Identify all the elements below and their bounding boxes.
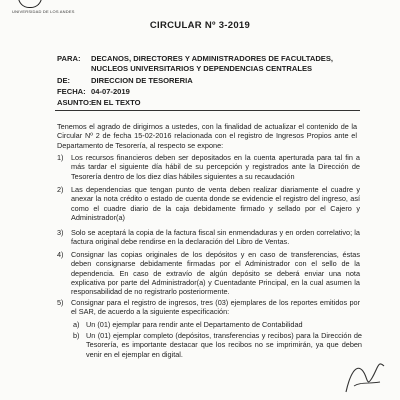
list-item-text: Consignar las copias originales de los depósitos y en caso de transferencias, éstas deben consignarse debidamente firmadas por el Administrador con el sello de la dependencia. En caso de extravío de algún depósito se deberá enviar una nota explicativa por parte del Administrador(a) y Cuentadante Principal, en la cual asumen la responsabilidad de no registrarlo posteriormente.	[71, 250, 360, 297]
list-item-text: Solo se aceptará la copia de la factura fiscal sin enmendaduras y en orden correlativo; la factura original debe rendirse en la declaración del Libro de Ventas.	[71, 228, 360, 247]
list-item-number: 5)	[57, 298, 64, 307]
sub-list-item-text: Un (01) ejemplar completo (depósitos, transferencias y recibos) para la Dirección de Tesorería, es importante destacar que los recibos no se imprimirán, ya que deben venir en el ejemplar en digital.	[86, 331, 362, 359]
document-title: CIRCULAR Nº 3-2019	[149, 20, 251, 31]
logo-text: UNIVERSIDAD DE LOS ANDES	[12, 9, 75, 14]
list-item-text: Consignar para el registro de ingresos, tres (03) ejemplares de los reportes emitidos por el SAR, de acuerdo a la siguiente especificación:	[71, 298, 360, 317]
intro-paragraph: Tenemos el agrado de dirigirnos a ustedes, con la finalidad de actualizar el contenido de la Circular Nº 2 de fecha 15-02-2016 relacionada con el registro de Ingresos Propios ante el Departamento de Tesorería, al respecto se expone:	[57, 122, 357, 150]
asunto-label: ASUNTO:	[57, 98, 92, 107]
logo-arch-icon	[18, 0, 42, 8]
asunto-value: EN EL TEXTO	[91, 98, 141, 107]
list-item-number: 2)	[57, 185, 64, 194]
list-item-text: Las dependencias que tengan punto de venta deben realizar diariamente el cuadre y anexar la nota crédito o estado de cuenta donde se evidencie el registro del ingreso, así como el cuadre diario de la caja debidamente firmado y sellado por el Cajero y Administrador(a)	[71, 185, 360, 222]
sub-list-item-text: Un (01) ejemplar para rendir ante el Departamento de Contabilidad	[86, 320, 303, 329]
header-divider	[55, 110, 360, 111]
fecha-label: FECHA:	[57, 87, 86, 96]
list-item-number: 3)	[57, 228, 64, 237]
university-logo	[12, 0, 75, 16]
handwritten-signature	[340, 352, 390, 396]
list-item-number: 4)	[57, 250, 64, 259]
sub-list-item-letter: a)	[73, 320, 80, 329]
para-value: DECANOS, DIRECTORES Y ADMINISTRADORES DE FACULTADES, NUCLEOS UNIVERSITARIOS Y DEPENDENCIAS CENTRALES	[91, 54, 334, 73]
fecha-value: 04-07-2019	[91, 87, 130, 96]
de-value: DIRECCION DE TESORERIA	[91, 76, 193, 85]
para-label: PARA:	[57, 54, 81, 63]
list-item-text: Los recursos financieros deben ser depositados en la cuenta aperturada para tal fin a más tardar el siguiente día hábil de su percepción y registrados ante la Dirección de Tesorería dentro de los diez días hábiles siguientes a su recaudación	[71, 153, 360, 181]
list-item-number: 1)	[57, 153, 64, 162]
de-label: DE:	[57, 76, 71, 85]
sub-list-item-letter: b)	[73, 331, 80, 340]
